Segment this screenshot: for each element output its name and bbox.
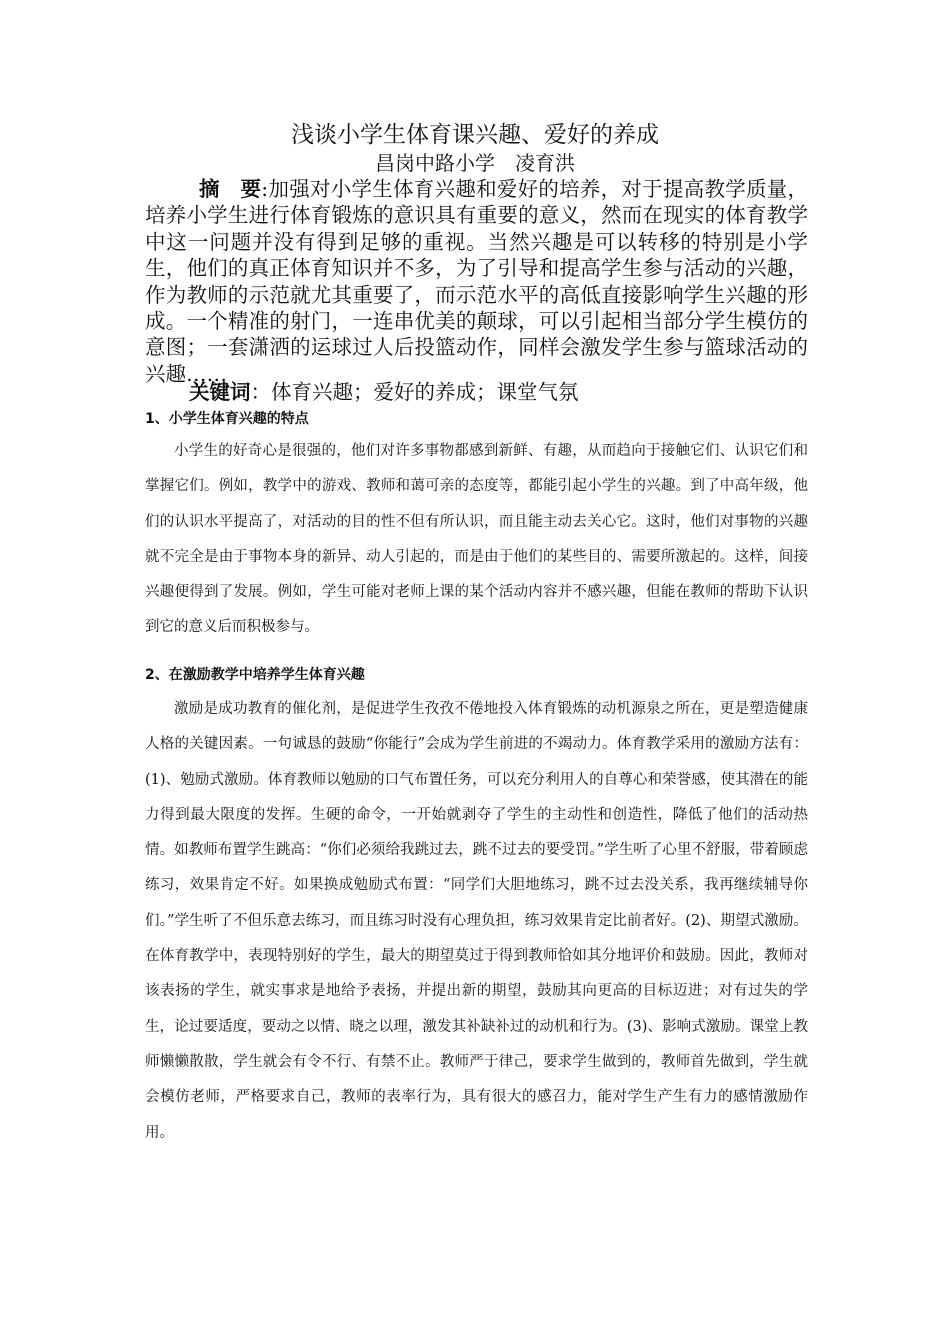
section-1-heading: 1、小学生体育兴趣的特点 <box>145 411 309 427</box>
author-byline: 昌岗中路小学 凌育洪 <box>375 151 575 175</box>
keywords-text: ：体育兴趣；爱好的养成；课堂气氛 <box>250 380 579 404</box>
abstract-label: 摘 要 <box>199 177 262 201</box>
abstract-paragraph <box>145 176 808 387</box>
abstract-text: :加强对小学生体育兴趣和爱好的培养，对于提高教学质量，培养小学生进行体育锻炼的意识具有重要的意义，然而在现实的体育教学中这一问题并没有得到足够的重视。当然兴趣是可以转移的特别是小学生，他们的真正体育知识并不多，为了引导和提高学生参与活动的兴趣，作为教师的示范就尤其重要了，而示范水平的高低直接影响学生兴趣的形成。一个精准的射门，一连串优美的颠球，可以引起相当部分学生模仿的意图；一套潇洒的运球过人后投篮动作，同样会激发学生参与篮球活动的兴趣…… <box>145 177 809 386</box>
document-title: 浅谈小学生体育课兴趣、爱好的养成 <box>291 122 659 148</box>
section-1-body: 小学生的好奇心是很强的，他们对许多事物都感到新鲜、有趣，从而趋向于接触它们、认识它们和掌握它们。例如，教学中的游戏、教师和蔼可亲的态度等，都能引起小学生的兴趣。到了中高年级，他们的认识水平提高了，对活动的目的性不但有所认识，而且能主动去关心它。这时，他们对事物的兴趣就不完全是由于事物本身的新异、动人引起的，而是由于他们的某些目的、需要所激起的。这样，间接兴趣便得到了发展。例如，学生可能对老师上课的某个活动内容并不感兴趣，但能在教师的帮助下认识到它的意义后而积极参与。 <box>145 443 808 636</box>
section-2-body: 激励是成功教育的催化剂，是促进学生孜孜不倦地投入体育锻炼的动机源泉之所在，更是塑造健康人格的关键因素。一句诚恳的鼓励“你能行”会成为学生前进的不竭动力。体育教学采用的激励方法有：(1)、勉励式激励。体育教师以勉励的口气布置任务，可以充分利用人的自尊心和荣誉感，使其潜在的能力得到最大限度的发挥。生硬的命令，一开始就剥夺了学生的主动性和创造性，降低了他们的活动热情。如教师布置学生跳高：“你们必须给我跳过去，跳不过去的要受罚。”学生听了心里不舒服，带着顾虑练习，效果肯定不好。如果换成勉励式布置：“同学们大胆地练习，跳不过去没关系，我再继续辅导你们。”学生听了不但乐意去练习，而且练习时没有心理负担，练习效果肯定比前者好。(2)、期望式激励。在体育教学中，表现特别好的学生，最大的期望莫过于得到教师恰如其分地评价和鼓励。因此，教师对该表扬的学生，就实事求是地给予表扬，并提出新的期望，鼓励其向更高的目标迈进；对有过失的学生，论过要适度，要动之以情、晓之以理，激发其补缺补过的动机和行为。(3)、影响式激励。课堂上教师懒懒散散，学生就会有令不行、有禁不止。教师严于律己，要求学生做到的，教师首先做到，学生就会模仿老师，严格要求自己，教师的表率行为，具有很大的感召力，能对学生产生有力的感情激励作用。 <box>145 701 808 1141</box>
section-2-heading: 2、在激励教学中培养学生体育兴趣 <box>145 667 365 683</box>
keywords-label: 关键词 <box>189 380 251 404</box>
keywords-line <box>145 378 808 406</box>
